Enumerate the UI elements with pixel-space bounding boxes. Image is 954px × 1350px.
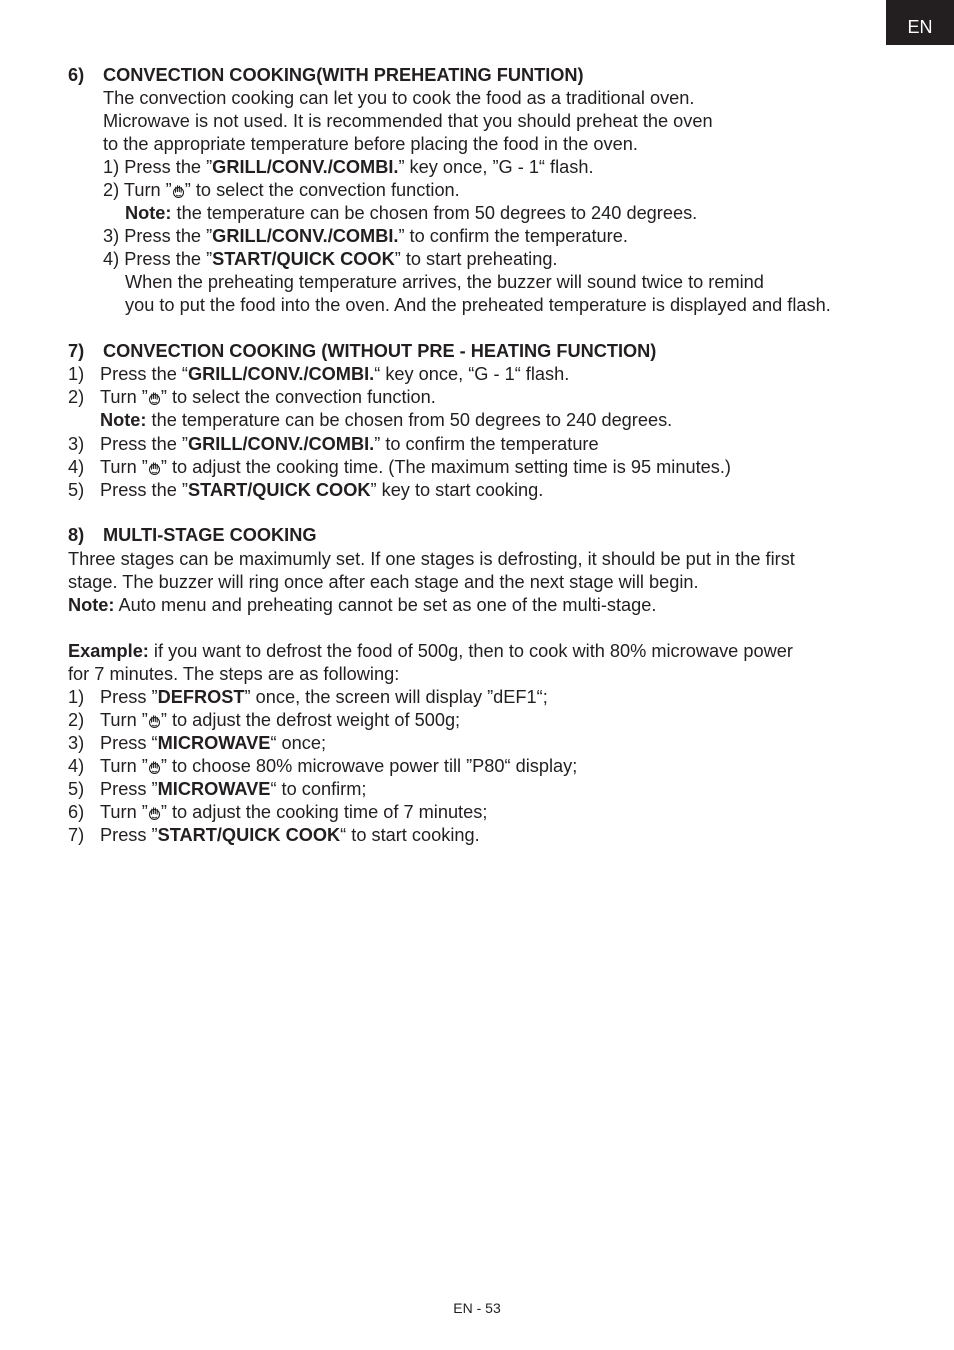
step-text: Turn ”: [100, 756, 148, 776]
key-name: GRILL/CONV./COMBI.: [187, 434, 375, 454]
step-text: “ once;: [270, 733, 327, 753]
paragraph-line: Microwave is not used. It is recommended that you should preheat the oven: [103, 111, 713, 131]
step-text: ” to choose 80% microwave power till ”P80“ display;: [160, 756, 578, 776]
key-name: MICROWAVE: [157, 779, 271, 799]
rotary-knob-icon: [148, 461, 161, 476]
step-number: 5): [68, 779, 85, 799]
paragraph-line: The convection cooking can let you to cook the food as a traditional oven.: [103, 88, 695, 108]
key-name: DEFROST: [157, 687, 245, 707]
note-text: Auto menu and preheating cannot be set as one of the multi-stage.: [114, 595, 657, 615]
paragraph-line: stage. The buzzer will ring once after each stage and the next stage will begin.: [68, 572, 699, 592]
step-text: Turn ”: [100, 457, 148, 477]
section-title: CONVECTION COOKING(WITH PREHEATING FUNTION): [103, 65, 584, 85]
step-item: [68, 709, 460, 732]
note: [125, 202, 697, 225]
step-text: ” to start preheating.: [394, 249, 558, 269]
step-text: 1) Press the ”: [103, 157, 213, 177]
step-item: [68, 686, 548, 709]
note-label: Note:: [125, 203, 172, 223]
language-tab: EN: [886, 0, 954, 45]
step-item: [103, 225, 628, 248]
note: [68, 594, 656, 617]
step-item: [68, 801, 487, 824]
step-number: 6): [68, 802, 85, 822]
step-text: ” to confirm the temperature: [374, 434, 599, 454]
step-text: ” once, the screen will display ”dEF1“;: [244, 687, 548, 707]
rotary-knob-icon: [148, 760, 161, 775]
step-number: 1): [68, 687, 85, 707]
paragraph-line: to the appropriate temperature before placing the food in the oven.: [103, 134, 638, 154]
key-name: MICROWAVE: [157, 733, 271, 753]
step-text: ” to adjust the defrost weight of 500g;: [160, 710, 461, 730]
step-text: Press “: [100, 733, 158, 753]
step-number: 4): [68, 756, 85, 776]
step-text: ” to select the convection function.: [184, 180, 460, 200]
step-text: ” key once, ”G - 1“ flash.: [398, 157, 594, 177]
example-line: [68, 640, 793, 663]
step-text: 2) Turn ”: [103, 180, 172, 200]
section-7-heading: [68, 340, 656, 363]
key-name: GRILL/CONV./COMBI.: [212, 157, 399, 177]
paragraph-line: for 7 minutes. The steps are as following:: [68, 664, 400, 684]
step-text: ” to adjust the cooking time of 7 minutes;: [160, 802, 488, 822]
key-name: START/QUICK COOK: [187, 480, 371, 500]
section-number: 7): [68, 341, 85, 361]
step-number: 5): [68, 480, 85, 500]
step-item: [68, 433, 599, 456]
section-number: 6): [68, 65, 85, 85]
section-number: 8): [68, 525, 85, 545]
step-number: 2): [68, 387, 85, 407]
step-text: “ to confirm;: [270, 779, 367, 799]
section-title: MULTI-STAGE COOKING: [103, 525, 317, 545]
step-text: Press ”: [100, 687, 158, 707]
page-number: EN - 53: [453, 1300, 501, 1316]
step-text: Press the “: [100, 364, 188, 384]
section-8-heading: [68, 524, 317, 547]
step-text: 4) Press the ”: [103, 249, 213, 269]
step-item: [68, 479, 543, 502]
note-label: Note:: [100, 410, 147, 430]
step-text: “ to start cooking.: [340, 825, 480, 845]
step-number: 2): [68, 710, 85, 730]
step-number: 1): [68, 364, 85, 384]
step-item: [68, 778, 366, 801]
section-title: CONVECTION COOKING (WITHOUT PRE - HEATING FUNCTION): [103, 341, 657, 361]
step-text: Press ”: [100, 779, 158, 799]
paragraph-line: Three stages can be maximumly set. If one stages is defrosting, it should be put in the first: [68, 549, 795, 569]
key-name: START/QUICK COOK: [212, 249, 395, 269]
step-text: “ key once, “G - 1“ flash.: [374, 364, 570, 384]
step-item: [68, 755, 577, 778]
step-text: Turn ”: [100, 387, 148, 407]
step-item: [68, 732, 326, 755]
step-item: [103, 248, 557, 271]
step-item: [68, 456, 731, 479]
key-name: GRILL/CONV./COMBI.: [187, 364, 375, 384]
example-label: Example:: [68, 641, 149, 661]
step-text: Press the ”: [100, 434, 188, 454]
key-name: START/QUICK COOK: [157, 825, 341, 845]
step-text: Turn ”: [100, 802, 148, 822]
rotary-knob-icon: [148, 806, 161, 821]
key-name: GRILL/CONV./COMBI.: [212, 226, 399, 246]
paragraph-line: you to put the food into the oven. And the preheated temperature is displayed and flash.: [125, 295, 831, 315]
step-text: ” key to start cooking.: [370, 480, 544, 500]
note-label: Note:: [68, 595, 115, 615]
step-text: 3) Press the ”: [103, 226, 213, 246]
note: [100, 409, 672, 432]
rotary-knob-icon: [148, 391, 161, 406]
step-number: 4): [68, 457, 85, 477]
step-text: ” to confirm the temperature.: [398, 226, 628, 246]
rotary-knob-icon: [148, 714, 161, 729]
step-item: [68, 824, 480, 847]
step-number: 3): [68, 434, 85, 454]
rotary-knob-icon: [172, 184, 185, 199]
step-number: 3): [68, 733, 85, 753]
section-6-heading: [68, 64, 584, 87]
step-text: Press ”: [100, 825, 158, 845]
step-text: Press the ”: [100, 480, 188, 500]
step-item: [68, 363, 569, 386]
step-text: ” to adjust the cooking time. (The maximum setting time is 95 minutes.): [160, 457, 731, 477]
step-item: [103, 156, 594, 179]
step-text: Turn ”: [100, 710, 148, 730]
step-item: [103, 179, 460, 202]
note-text: the temperature can be chosen from 50 degrees to 240 degrees.: [171, 203, 698, 223]
note-text: the temperature can be chosen from 50 degrees to 240 degrees.: [146, 410, 673, 430]
paragraph-line: When the preheating temperature arrives, the buzzer will sound twice to remind: [125, 272, 764, 292]
step-number: 7): [68, 825, 85, 845]
step-item: [68, 386, 436, 409]
step-text: ” to select the convection function.: [160, 387, 436, 407]
example-text: if you want to defrost the food of 500g, then to cook with 80% microwave power: [148, 641, 793, 661]
